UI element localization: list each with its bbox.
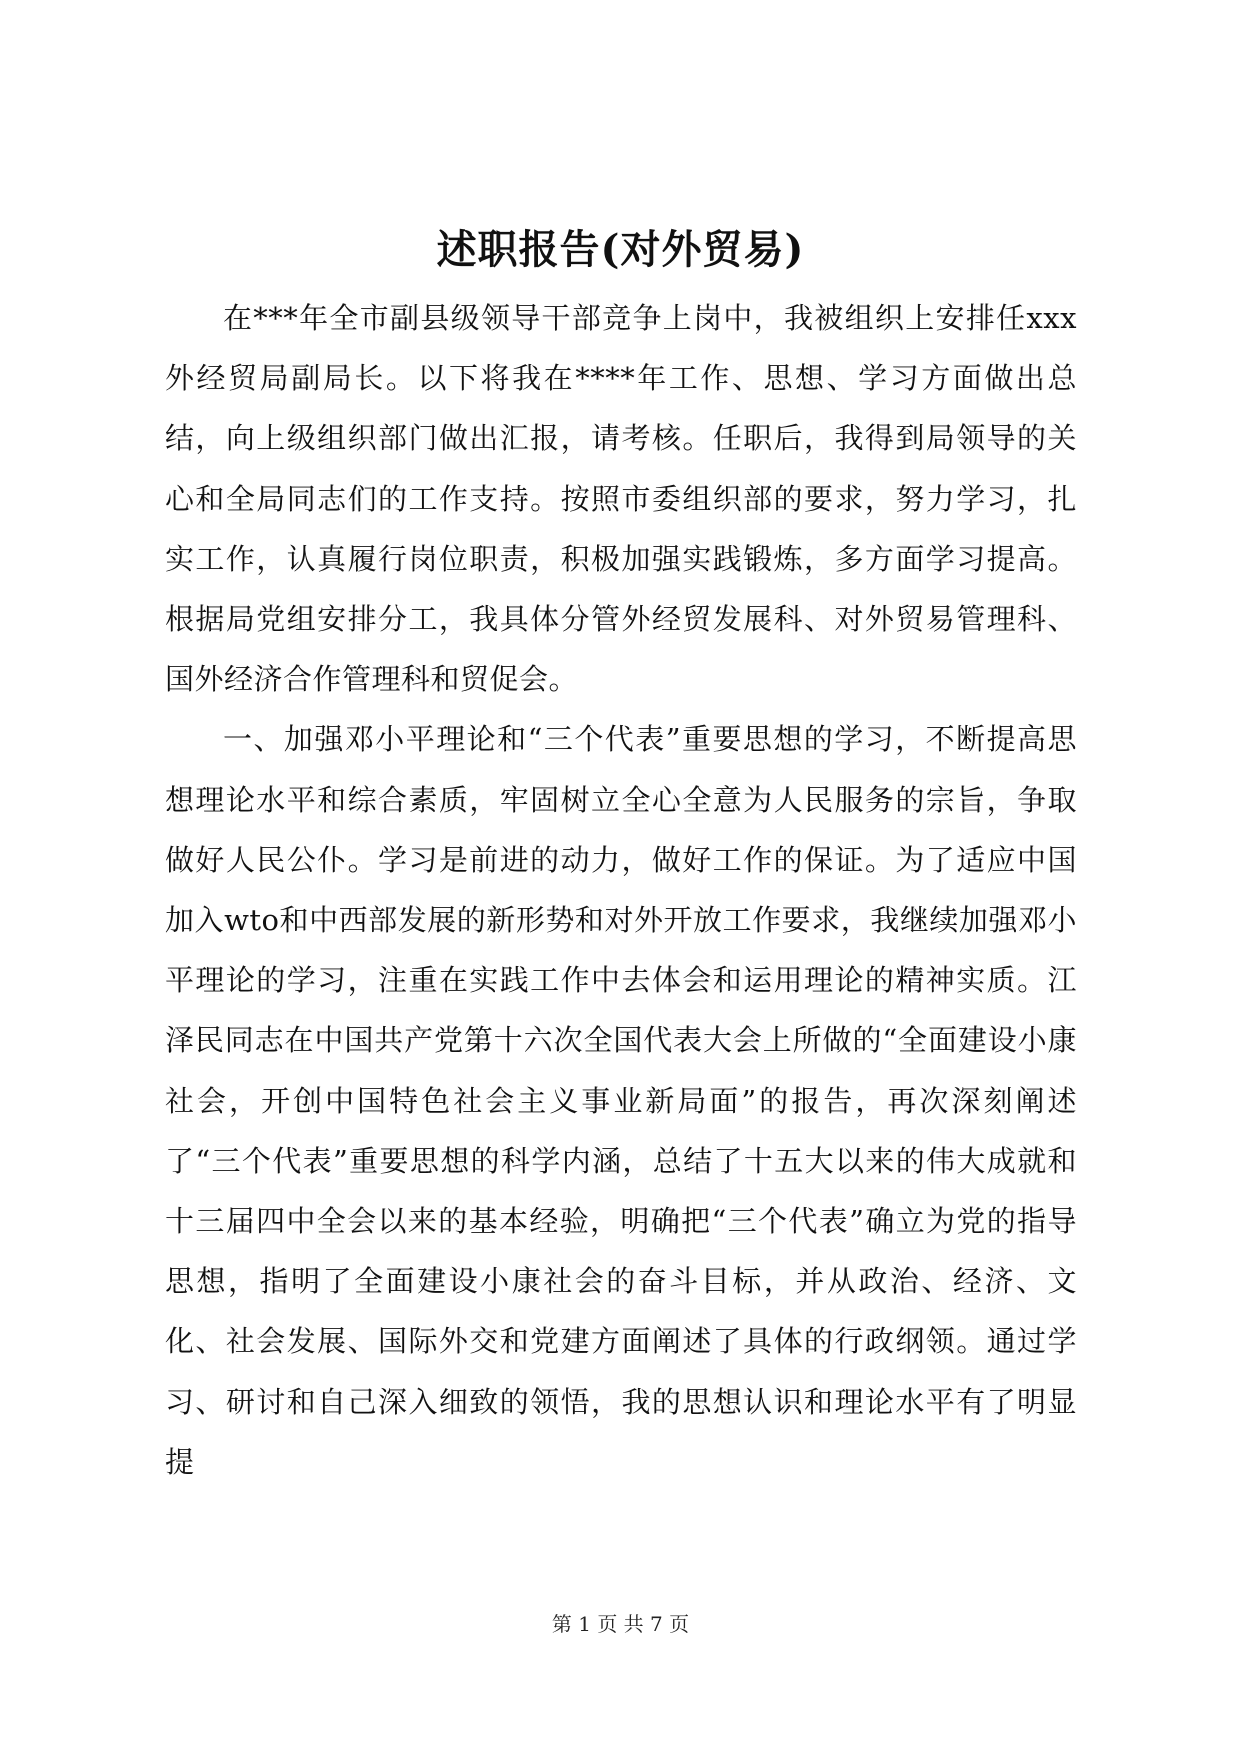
document-body [165, 288, 1077, 1492]
page-footer: 第 1 页 共 7 页 [551, 1612, 690, 1636]
paragraph-intro: 在***年全市副县级领导干部竞争上岗中，我被组织上安排任xxx外经贸局副局长。以下将我在****年工作、思想、学习方面做出总结，向上级组织部门做出汇报，请考核。任职后，我得到局领导的关心和全局同志们的工作支持。按照市委组织部的要求，努力学习，扎实工作，认真履行岗位职责，积极加强实践锻炼，多方面学习提高。根据局党组安排分工，我具体分管外经贸发展科、对外贸易管理科、国外经济合作管理科和贸促会。 [165, 301, 1077, 697]
paragraph-section-one: 一、加强邓小平理论和“三个代表”重要思想的学习，不断提高思想理论水平和综合素质，牢固树立全心全意为人民服务的宗旨，争取做好人民公仆。学习是前进的动力，做好工作的保证。为了适应中国加入wto和中西部发展的新形势和对外开放工作要求，我继续加强邓小平理论的学习，注重在实践工作中去体会和运用理论的精神实质。江泽民同志在中国共产党第十六次全国代表大会上所做的“全面建设小康社会，开创中国特色社会主义事业新局面”的报告，再次深刻阐述了“三个代表”重要思想的科学内涵，总结了十五大以来的伟大成就和十三届四中全会以来的基本经验，明确把“三个代表”确立为党的指导思想，指明了全面建设小康社会的奋斗目标，并从政治、经济、文化、社会发展、国际外交和党建方面阐述了具体的行政纲领。通过学习、研讨和自己深入细致的领悟，我的思想认识和理论水平有了明显提 [165, 722, 1077, 1479]
document-title: 述职报告(对外贸易) [436, 226, 805, 273]
